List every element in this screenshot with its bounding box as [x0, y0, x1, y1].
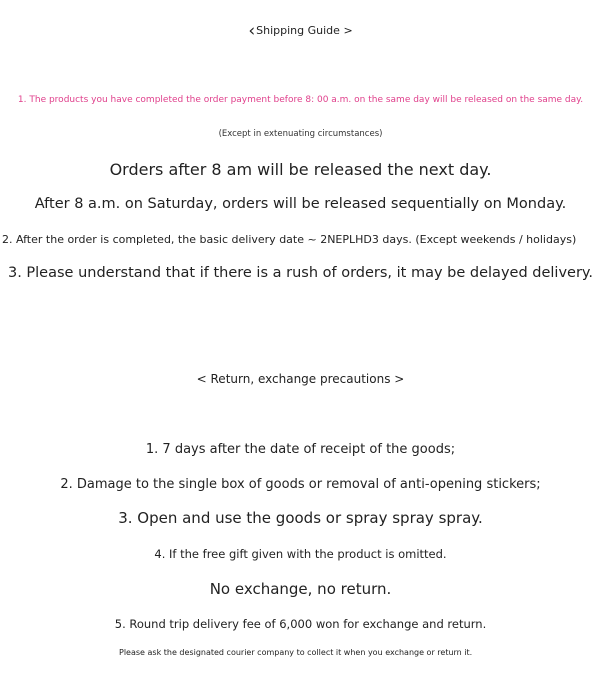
chevron-right-glyph: > [343, 24, 353, 37]
shipping-item-3: 3. Please understand that if there is a rush of orders, it may be delayed delivery. [7, 265, 594, 281]
return-item-1: 1. 7 days after the date of receipt of the goods; [145, 442, 456, 457]
shipping-item-1: 1. The products you have completed the order payment before 8: 00 a.m. on the same day will be released on the same day. [17, 95, 584, 105]
return-exchange-header: < Return, exchange precautions > [196, 372, 405, 386]
next-day-note: Orders after 8 am will be released the next day. [109, 160, 492, 179]
exception-note: (Except in extenuating circumstances) [218, 129, 383, 139]
no-exchange-note: No exchange, no return. [209, 580, 392, 598]
saturday-note: After 8 a.m. on Saturday, orders will be released sequentially on Monday. [34, 196, 567, 212]
return-item-4: 4. If the free gift given with the product is omitted. [154, 547, 447, 561]
return-item-2: 2. Damage to the single box of goods or removal of anti-opening stickers; [60, 477, 541, 492]
return-item-5: 5. Round trip delivery fee of 6,000 won for exchange and return. [114, 617, 487, 631]
shipping-item-2: 2. After the order is completed, the basic delivery date ~ 2NEPLHD3 days. (Except weekends / holidays) [2, 233, 577, 246]
return-item-3: 3. Open and use the goods or spray spray spray. [118, 509, 483, 527]
chevron-left-icon[interactable]: ‹ [248, 21, 256, 41]
shipping-guide-header[interactable] [0, 21, 601, 41]
shipping-guide-title: Shipping Guide [256, 24, 340, 37]
courier-note: Please ask the designated courier company to collect it when you exchange or return it. [119, 648, 473, 657]
